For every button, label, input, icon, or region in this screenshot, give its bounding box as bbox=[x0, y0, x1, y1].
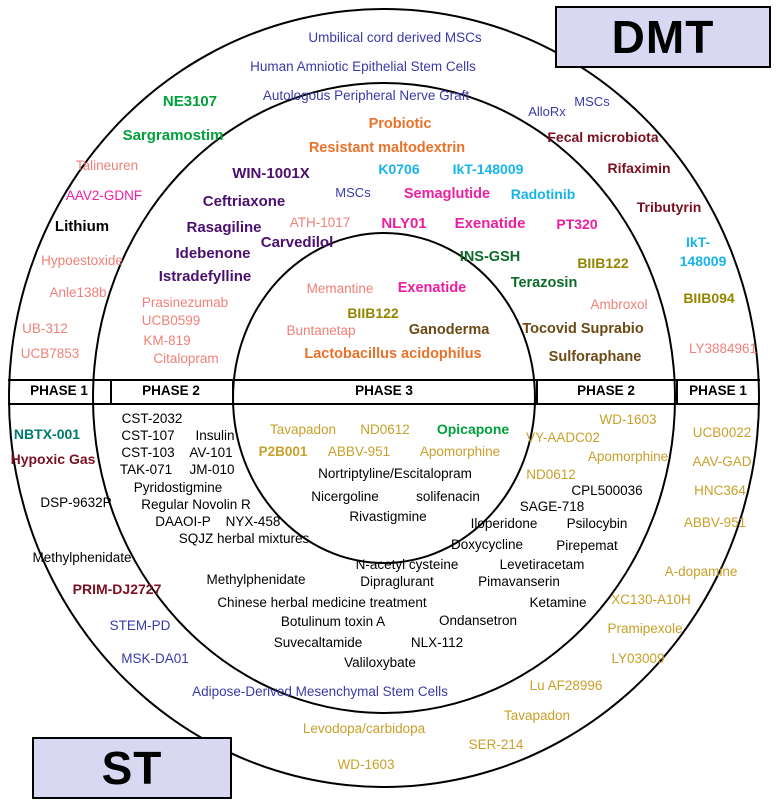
drug-label: XC130-A10H bbox=[611, 592, 691, 607]
drug-label: Prasinezumab bbox=[141, 295, 229, 310]
phase-label-2: PHASE 2 bbox=[142, 383, 200, 398]
drug-label: Rivastigmine bbox=[349, 509, 427, 524]
drug-label: Pramipexole bbox=[607, 621, 683, 636]
drug-label: JM-010 bbox=[189, 462, 235, 477]
drug-label: NE3107 bbox=[162, 93, 218, 110]
drug-label: Exenatide bbox=[397, 280, 467, 296]
drug-label: Psilocybin bbox=[566, 516, 628, 531]
drug-label: TAK-071 bbox=[119, 462, 173, 477]
drug-label: PRIM-DJ2727 bbox=[72, 581, 162, 597]
drug-label: Rasagiline bbox=[186, 219, 262, 236]
drug-label: SQJZ herbal mixtures bbox=[178, 531, 310, 546]
drug-label: Doxycycline bbox=[450, 537, 524, 552]
phase-separator bbox=[676, 379, 678, 405]
drug-label: MSCs bbox=[574, 94, 610, 109]
drug-label: Opicapone bbox=[436, 421, 510, 437]
phase-separator bbox=[110, 379, 112, 405]
drug-label: Botulinum toxin A bbox=[280, 614, 386, 629]
drug-label: ABBV-951 bbox=[683, 515, 747, 530]
drug-label: DAAOI-P bbox=[155, 514, 211, 529]
drug-label: STEM-PD bbox=[109, 618, 171, 633]
drug-label: Ganoderma bbox=[408, 322, 490, 338]
drug-label: Talineuren bbox=[75, 158, 139, 173]
drug-label: DSP-9632P bbox=[40, 495, 112, 510]
badge-dmt: DMT bbox=[555, 6, 771, 68]
drug-label: WD-1603 bbox=[337, 757, 395, 772]
drug-label: Memantine bbox=[306, 281, 374, 296]
drug-label: ABBV-951 bbox=[327, 444, 391, 459]
drug-label: N-acetyl cysteine bbox=[355, 557, 459, 572]
drug-label: Istradefylline bbox=[158, 268, 252, 285]
phase-bar bbox=[8, 379, 760, 405]
drug-label: Semaglutide bbox=[403, 186, 491, 202]
drug-label: MSK-DA01 bbox=[121, 651, 189, 666]
drug-label: Autologous Peripheral Nerve Graft bbox=[262, 88, 470, 103]
drug-label: Chinese herbal medicine treatment bbox=[217, 595, 427, 610]
drug-label: Exenatide bbox=[454, 215, 526, 232]
drug-label: SAGE-718 bbox=[519, 499, 585, 514]
drug-label: Sargramostim bbox=[122, 127, 224, 144]
drug-label: BIIB094 bbox=[683, 290, 735, 306]
drug-label: Citalopram bbox=[153, 351, 219, 366]
drug-label: UCB0599 bbox=[141, 313, 201, 328]
drug-label: 148009 bbox=[679, 253, 727, 269]
drug-label: HNC364 bbox=[694, 483, 746, 498]
drug-label: Lu AF28996 bbox=[529, 678, 603, 693]
drug-label: Lithium bbox=[54, 218, 110, 235]
drug-label: Iloperidone bbox=[470, 516, 538, 531]
drug-label: Insulin bbox=[195, 428, 235, 443]
drug-label: Ketamine bbox=[529, 595, 587, 610]
drug-label: NBTX-001 bbox=[13, 426, 81, 442]
drug-label: AV-101 bbox=[189, 445, 233, 460]
drug-label: AAV-GAD bbox=[692, 454, 752, 469]
drug-label: BIIB122 bbox=[347, 305, 399, 321]
drug-label: Dipraglurant bbox=[360, 574, 434, 589]
drug-label: K0706 bbox=[378, 161, 420, 177]
phase-separator bbox=[536, 379, 538, 405]
drug-label: CPL500036 bbox=[571, 483, 643, 498]
drug-label: NLX-112 bbox=[410, 635, 464, 650]
drug-label: Probiotic bbox=[368, 116, 432, 132]
drug-label: VY-AADC02 bbox=[526, 430, 600, 445]
drug-label: BIIB122 bbox=[577, 255, 629, 271]
drug-label: PT320 bbox=[556, 216, 598, 232]
drug-label: P2B001 bbox=[258, 444, 308, 459]
drug-label: LY3884961 bbox=[688, 341, 758, 356]
drug-label: Ambroxol bbox=[590, 297, 648, 312]
phase-label-5: PHASE 1 bbox=[689, 383, 747, 398]
drug-label: Apomorphine bbox=[587, 449, 669, 464]
drug-label: Fecal microbiota bbox=[547, 129, 659, 145]
drug-label: Lactobacillus acidophilus bbox=[304, 346, 482, 362]
drug-label: Resistant maltodextrin bbox=[308, 140, 466, 156]
drug-label: Suvecaltamide bbox=[273, 635, 363, 650]
badge-st: ST bbox=[32, 737, 232, 799]
drug-label: Carvedilol bbox=[260, 234, 334, 251]
drug-label: KM-819 bbox=[143, 333, 191, 348]
drug-label: INS-GSH bbox=[459, 249, 521, 265]
drug-label: Human Amniotic Epithelial Stem Cells bbox=[250, 59, 476, 74]
drug-label: Buntanetap bbox=[286, 323, 356, 338]
drug-label: AAV2-GDNF bbox=[65, 188, 143, 203]
drug-label: Radotinib bbox=[510, 186, 576, 202]
drug-label: Regular Novolin R bbox=[141, 497, 251, 512]
drug-label: Terazosin bbox=[510, 275, 578, 291]
drug-label: Nicergoline bbox=[311, 489, 379, 504]
drug-label: CST-2032 bbox=[121, 411, 183, 426]
drug-label: Rifaximin bbox=[607, 160, 671, 176]
drug-label: NYX-458 bbox=[225, 514, 281, 529]
drug-label: Levodopa/carbidopa bbox=[302, 721, 426, 736]
phase-label-1: PHASE 1 bbox=[30, 383, 88, 398]
drug-label: Valiloxybate bbox=[344, 655, 416, 670]
drug-label: SER-214 bbox=[468, 737, 524, 752]
drug-label: Ondansetron bbox=[438, 613, 518, 628]
drug-label: IkT-148009 bbox=[452, 161, 524, 177]
drug-label: WIN-1001X bbox=[232, 165, 310, 182]
drug-label: ATH-1017 bbox=[289, 215, 351, 230]
drug-label: Sulforaphane bbox=[548, 349, 642, 365]
drug-label: UB-312 bbox=[22, 321, 68, 336]
drug-label: A-dopamine bbox=[664, 564, 738, 579]
phase-label-4: PHASE 2 bbox=[577, 383, 635, 398]
drug-label: NLY01 bbox=[381, 215, 427, 232]
drug-label: Ceftriaxone bbox=[202, 193, 286, 210]
drug-label: Tavapadon bbox=[503, 708, 571, 723]
drug-label: Hypoxic Gas bbox=[10, 451, 96, 467]
drug-label: Methylphenidate bbox=[206, 572, 306, 587]
drug-label: Adipose-Derived Mesenchymal Stem Cells bbox=[192, 684, 448, 699]
drug-label: WD-1603 bbox=[599, 412, 657, 427]
drug-label: Pimavanserin bbox=[478, 574, 560, 589]
drug-label: ND0612 bbox=[526, 467, 576, 482]
drug-label: Tocovid Suprabio bbox=[522, 321, 644, 337]
phase-label-3: PHASE 3 bbox=[355, 383, 413, 398]
drug-label: AlloRx bbox=[528, 104, 566, 119]
drug-label: UCB0022 bbox=[692, 425, 752, 440]
drug-label: Apomorphine bbox=[419, 444, 501, 459]
drug-label: CST-107 bbox=[121, 428, 175, 443]
drug-label: MSCs bbox=[335, 185, 371, 200]
drug-label: LY03009 bbox=[611, 651, 665, 666]
drug-label: Umbilical cord derived MSCs bbox=[308, 30, 482, 45]
drug-label: Levetiracetam bbox=[499, 557, 585, 572]
drug-label: Pyridostigmine bbox=[133, 480, 223, 495]
drug-label: ND0612 bbox=[360, 422, 410, 437]
drug-label: UCB7853 bbox=[20, 346, 80, 361]
drug-label: solifenacin bbox=[416, 489, 480, 504]
drug-label: Tributyrin bbox=[636, 199, 702, 215]
drug-label: Hypoestoxide bbox=[41, 253, 123, 268]
drug-label: IkT- bbox=[685, 234, 711, 250]
drug-label: Nortriptyline/Escitalopram bbox=[318, 466, 472, 481]
drug-label: Tavapadon bbox=[269, 422, 337, 437]
drug-label: Pirepemat bbox=[556, 538, 618, 553]
phase-separator bbox=[232, 379, 234, 405]
drug-label: Anle138b bbox=[49, 285, 107, 300]
drug-label: CST-103 bbox=[121, 445, 175, 460]
drug-label: Methylphenidate bbox=[32, 550, 132, 565]
drug-label: Idebenone bbox=[175, 245, 251, 262]
